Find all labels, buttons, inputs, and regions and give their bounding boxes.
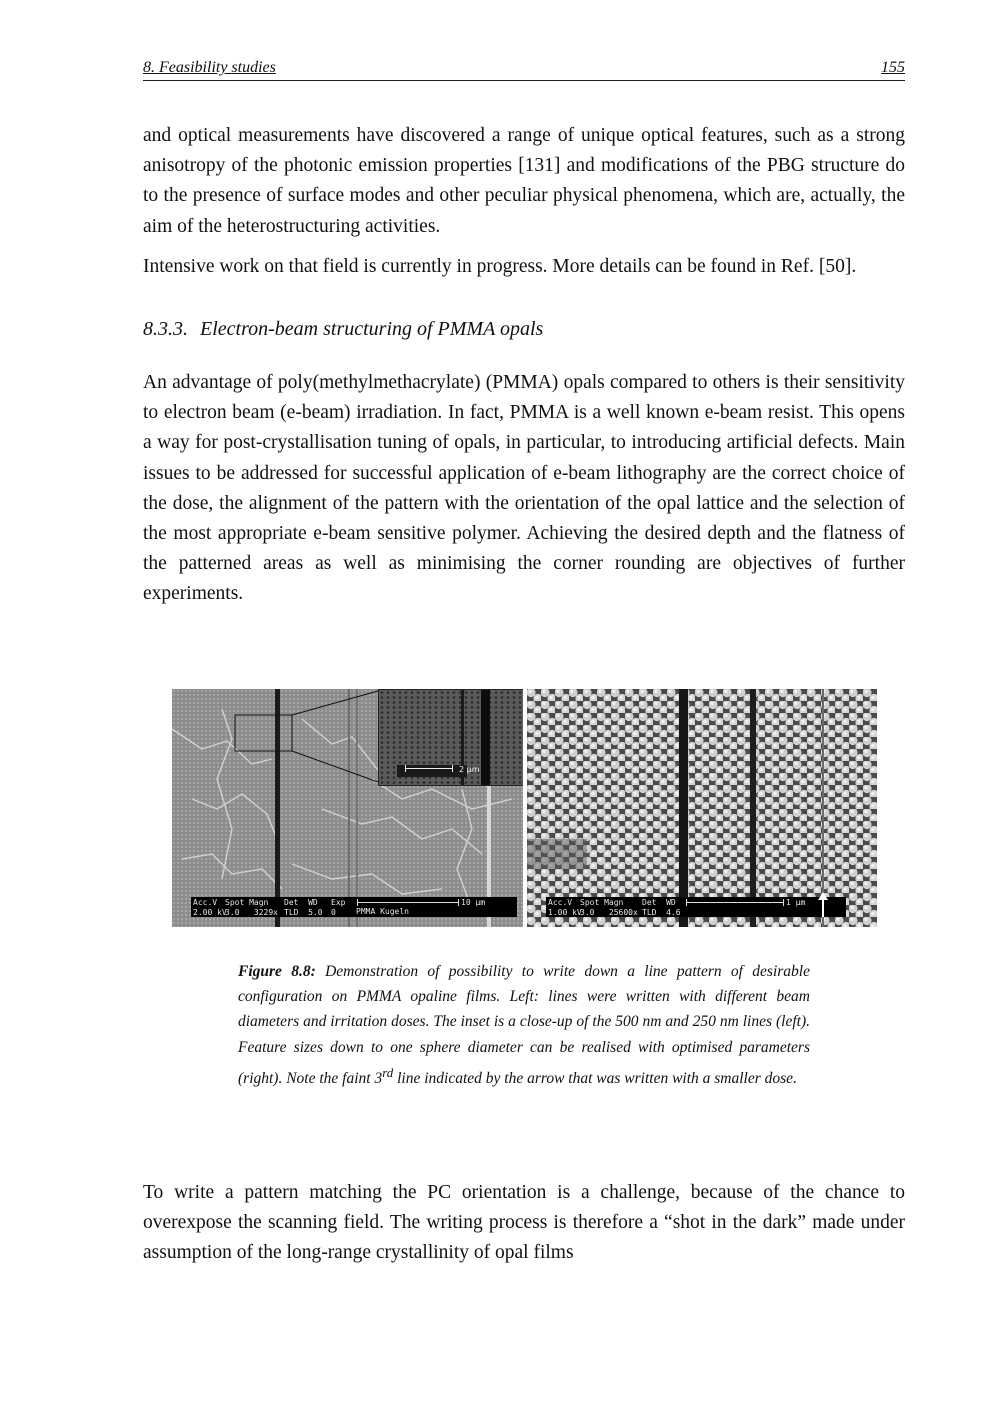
- caption-text-main: Demonstration of possibility to write down a line pattern of desirable configuration on PMMA opaline films. Left: lines were written with different beam diameters and irritation doses. The inset is a close-up of the 500 nm and 250 nm lines (left). Feature sizes down to one sphere diameter can be realised with optimised parameters (right). Note the faint 3: [238, 963, 810, 1087]
- databar-exp: Exp 0: [331, 898, 346, 917]
- inset-scale-label: 2 µm: [459, 765, 480, 774]
- databar-spot-magn: Spot Magn 3.0 3229x: [225, 898, 278, 917]
- running-title: 8. Feasibility studies: [143, 59, 276, 76]
- section-title: Electron-beam structuring of PMMA opals: [200, 318, 544, 340]
- caption-superscript: rd: [382, 1064, 394, 1080]
- sem-databar-right: [546, 897, 846, 917]
- scale-bar-10um: [357, 899, 459, 906]
- paragraph-pmma-advantage: An advantage of poly(methylmethacrylate) (PMMA) opals compared to others is their sensitivity to electron beam (e-beam) irradiation. In fact, PMMA is a well known e-beam resist. This opens a way for post-crystallisation tuning of opals, in particular, to introducing artificial defects. Main issues to be addressed for successful application of e-beam lithography are the correct choice of the dose, the alignment of the pattern with the orientation of the opal lattice and the selection of the most appropriate e-beam sensitive polymer. Achieving the desired depth and the flatness of the patterned areas as well as minimising the corner rounding are objectives of further experiments.: [143, 372, 905, 605]
- databar-acc-v: Acc.V 1.00 kV: [548, 898, 582, 917]
- page-number: 155: [881, 59, 905, 76]
- scale-bar-1um: [686, 899, 784, 906]
- scale-label-10um: 10 µm: [461, 898, 486, 907]
- databar-spot-magn: Spot Magn 3.0 25600x: [580, 898, 638, 917]
- sem-image-right: [527, 689, 877, 927]
- section-number: 8.3.3.: [143, 318, 188, 340]
- inset-scale-bar: [405, 765, 453, 772]
- paragraph-optical-features: and optical measurements have discovered a range of unique optical features, such as a strong anisotropy of the photonic emission properties [131] and modifications of the PBG structure do to the presence of surface modes and other peculiar physical phenomena, which are, actually, the aim of the heterostructuring activities.: [143, 125, 905, 237]
- databar-det-wd: Det WD TLD 4.6: [642, 898, 681, 917]
- sem-databar-left: [191, 897, 517, 917]
- sem-inset-closeup: [378, 689, 523, 786]
- page-header: [143, 58, 905, 81]
- section-heading: [143, 318, 543, 341]
- databar-det-wd: Det WD TLD 5.0: [284, 898, 323, 917]
- paragraph-work-in-progress: Intensive work on that field is currently in progress. More details can be found in Ref. [50].: [143, 256, 857, 277]
- caption-text-end: line indicated by the arrow that was written with a smaller dose.: [393, 1069, 797, 1087]
- figure-8-8: [172, 689, 877, 927]
- scale-label-1um: 1 µm: [786, 898, 806, 907]
- databar-sample-name: PMMA Kugeln: [356, 907, 409, 916]
- arrow-indicator: [822, 899, 824, 917]
- sem-image-left: [172, 689, 523, 927]
- caption-label: Figure 8.8:: [238, 963, 316, 980]
- paragraph-pattern-writing: To write a pattern matching the PC orientation is a challenge, because of the chance to overexpose the scanning field. The writing process is therefore a “shot in the dark” made under assumption of the long-range crystallinity of opal films: [143, 1182, 905, 1264]
- figure-caption: [238, 959, 810, 1091]
- databar-acc-v: Acc.V 2.00 kV: [193, 898, 227, 917]
